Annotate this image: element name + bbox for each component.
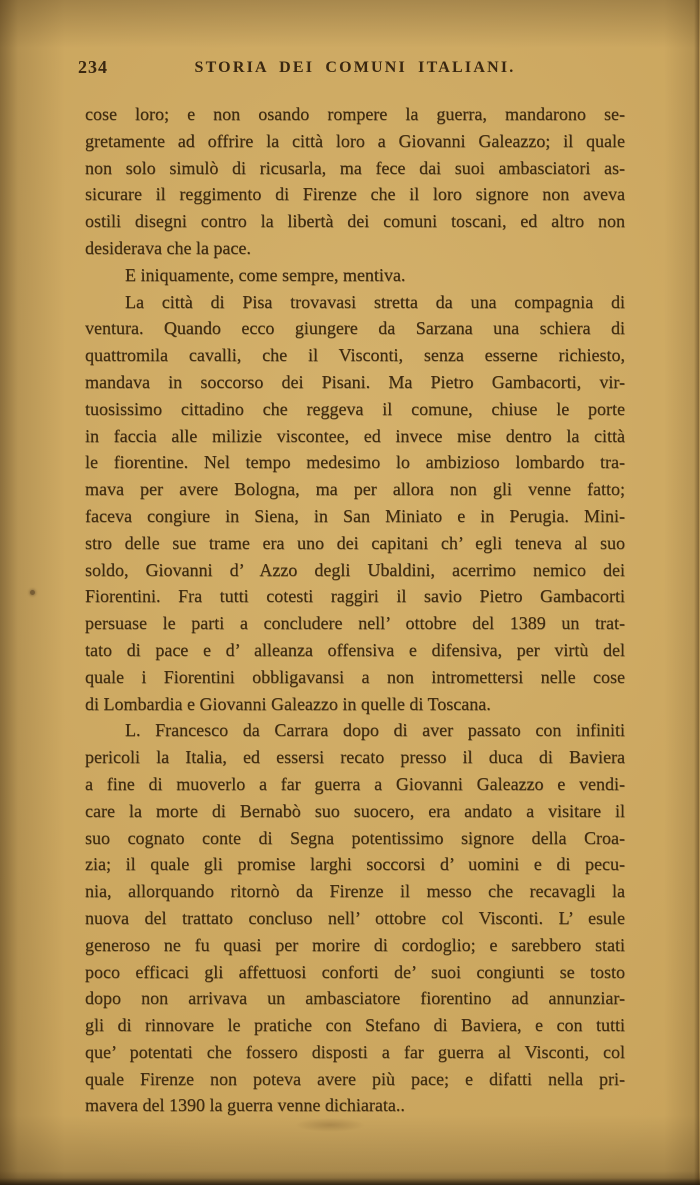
text-line: cose loro; e non osando rompere la guerra, mandarono se- [85, 104, 625, 124]
text-line: sicurare il reggimento di Firenze che il loro signore non aveva [85, 184, 625, 205]
page-edge-crease [694, 0, 699, 1185]
text-line: soldo, Giovanni d’ Azzo degli Ubaldini, acerrimo nemico dei [85, 559, 625, 580]
text-line: non solo simulò di ricusarla, ma fece dai suoi ambasciatori as- [85, 157, 625, 178]
text-line: quale Firenze non poteva avere più pace; e difatti nella pri- [85, 1068, 625, 1089]
text-line: persuase le parti a concludere nell’ ottobre del 1389 un trat- [85, 613, 625, 634]
text-line: faceva congiure in Siena, in San Miniato e in Perugia. Mini- [85, 505, 625, 526]
page-body [85, 101, 625, 1119]
text-line: ostili disegni contro la libertà dei comuni toscani, ed altro non [85, 211, 625, 232]
text-line: desiderava che la pace. [85, 237, 251, 258]
stain-smudge [295, 1118, 365, 1132]
text-line: di Lombardia e Giovanni Galeazzo in quelle di Toscana. [85, 693, 491, 714]
text-line: E iniquamente, come sempre, mentiva. [125, 264, 406, 285]
text-line: a fine di muoverlo a far guerra a Giovanni Galeazzo e vendi- [85, 773, 625, 794]
text-line: mava per avere Bologna, ma per allora non gli venne fatto; [85, 479, 625, 500]
paragraph [85, 717, 625, 1119]
paragraph [85, 101, 625, 262]
text-line: quattromila cavalli, che il Visconti, senza esserne richiesto, [85, 345, 625, 366]
text-line: Fiorentini. Fra tutti cotesti raggiri il savio Pietro Gambacorti [85, 586, 625, 607]
running-title: STORIA DEI COMUNI ITALIANI. [194, 59, 516, 76]
page-number: 234 [78, 57, 108, 77]
text-line: gli di rinnovare le pratiche con Stefano di Baviera, e con tutti [85, 1015, 625, 1036]
text-line: nuova del trattato concluso nell’ ottobre col Visconti. L’ esule [85, 907, 625, 928]
text-line: mandava in soccorso dei Pisani. Ma Pietro Gambacorti, vir- [85, 371, 625, 392]
paragraph [85, 289, 625, 718]
paragraph [85, 262, 625, 289]
text-line: tuosissimo cittadino che reggeva il comune, chiuse le porte [85, 398, 625, 419]
text-line: L. Francesco da Carrara dopo di aver passato con infiniti [125, 720, 625, 741]
text-line: stro delle sue trame era uno dei capitani ch’ egli teneva al suo [85, 532, 625, 553]
text-line: care la morte di Bernabò suo suocero, era andato a visitare il [85, 800, 625, 821]
text-line: nia, allorquando ritornò da Firenze il messo che recavagli la [85, 881, 625, 902]
page-header [78, 57, 625, 83]
text-line: pericoli la Italia, ed essersi recato presso il duca di Baviera [85, 747, 625, 768]
text-line: le fiorentine. Nel tempo medesimo lo ambizioso lombardo tra- [85, 452, 625, 473]
text-line: que’ potentati che fossero disposti a far guerra al Visconti, col [85, 1041, 625, 1062]
text-line: generoso ne fu quasi per morire di cordoglio; e sarebbero stati [85, 934, 625, 955]
text-line: dopo non arrivava un ambasciatore fiorentino ad annunziar- [85, 988, 625, 1009]
text-line: suo cognato conte di Segna potentissimo signore della Croa- [85, 827, 625, 848]
text-line: zia; il quale gli promise larghi soccorsi d’ uomini e di pecu- [85, 854, 625, 875]
text-line: tato di pace e d’ alleanza offensiva e difensiva, per virtù del [85, 639, 625, 660]
text-line: gretamente ad offrire la città loro a Giovanni Galeazzo; il quale [85, 130, 625, 151]
text-line: quale i Fiorentini obbligavansi a non intromettersi nelle cose [85, 666, 625, 687]
text-line: ventura. Quando ecco giungere da Sarzana una schiera di [85, 318, 625, 339]
text-line: poco efficaci gli affettuosi conforti de’ suoi congiunti se tosto [85, 961, 625, 982]
text-line: La città di Pisa trovavasi stretta da una compagnia di [125, 291, 625, 312]
text-line: in faccia alle milizie viscontee, ed invece mise dentro la città [85, 425, 625, 446]
page-edge-shadow [0, 1178, 700, 1185]
stain-mark [30, 590, 35, 595]
text-line: mavera del 1390 la guerra venne dichiarata.. [85, 1095, 405, 1116]
